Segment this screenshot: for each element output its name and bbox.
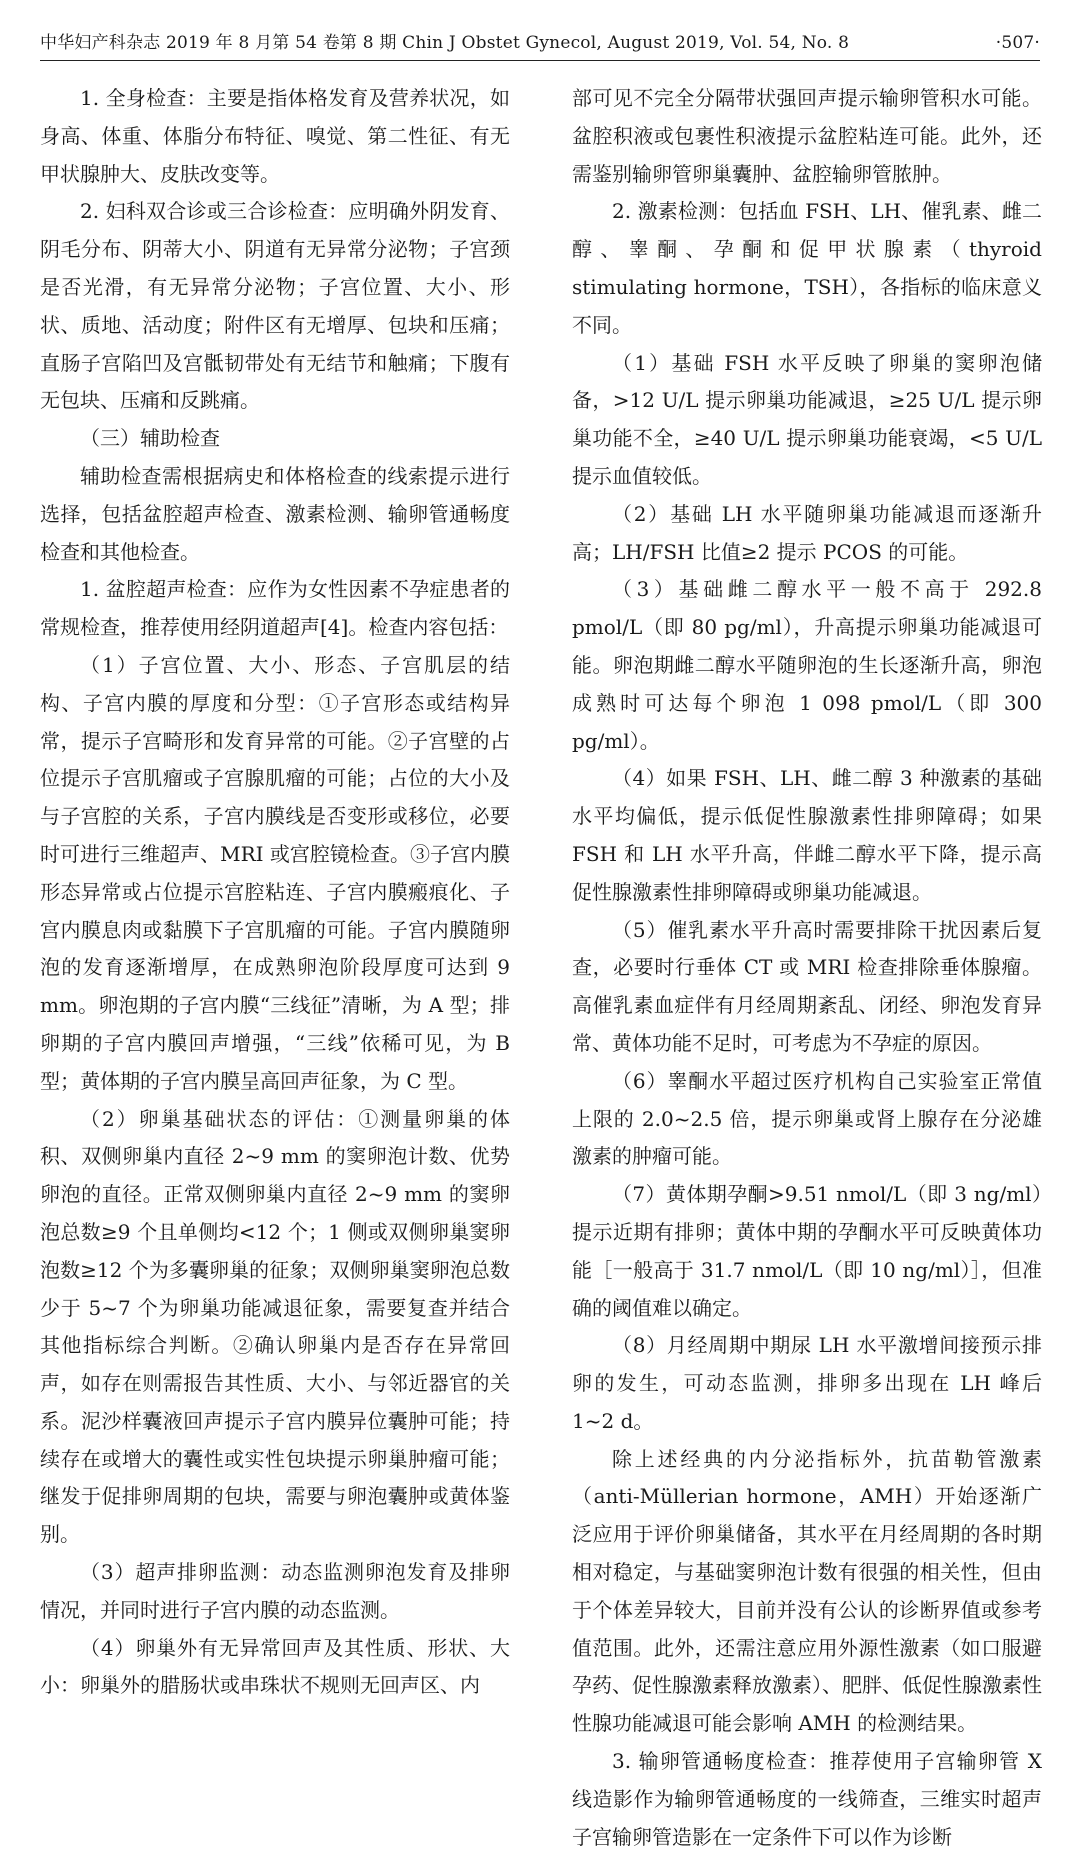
paragraph-auxiliary-intro: 辅助检查需根据病史和体格检查的线索提示进行选择，包括盆腔超声检查、激素检测、输卵管通畅度检查和其他检查。 xyxy=(40,463,510,564)
paragraph-pelvic-ultrasound: 1. 盆腔超声检查：应作为女性因素不孕症患者的常规检查，推荐使用经阴道超声[4]。检查内容包括： xyxy=(40,577,510,640)
paragraph-ovary-assessment: （2）卵巢基础状态的评估：①测量卵巢的体积、双侧卵巢内直径 2~9 mm 的窦卵泡计数、优势卵泡的直径。正常双侧卵巢内直径 2~9 mm 的窦卵泡总数≥9 个且单侧均<12 个；1 侧或双侧卵巢窦卵泡数≥12 个为多囊卵巢的征象；双侧卵巢窦卵泡总数少于 5~7 个为卵巢功能减退征象，需要复查并结合其他指标综合判断。②确认卵巢内是否存在异常回声，如存在则需报告其性质、大小、与邻近器官的关系。泥沙样囊液回声提示子宫内膜异位囊肿可能；持续存在或增大的囊性或实性包块提示卵巢肿瘤可能；继发于促排卵周期的包块，需要与卵泡囊肿或黄体鉴别。 xyxy=(40,1106,510,1547)
paragraph-low-gonadotropin: （4）如果 FSH、LH、雌二醇 3 种激素的基础水平均偏低，提示低促性腺激素性排卵障碍；如果 FSH 和 LH 水平升高，伴雌二醇水平下降，提示高促性腺激素性排卵障碍或卵巢功能减退。 xyxy=(572,766,1042,904)
paragraph-estradiol: （3）基础雌二醇水平一般不高于 292.8 pmol/L（即 80 pg/ml），升高提示卵巢功能减退可能。卵泡期雌二醇水平随卵泡的生长逐渐升高，卵泡成熟时可达每个卵泡 1 098 pmol/L（即 300 pg/ml）。 xyxy=(572,577,1042,753)
paragraph-prolactin: （5）催乳素水平升高时需要排除干扰因素后复查，必要时行垂体 CT 或 MRI 检查排除垂体腺瘤。高催乳素血症伴有月经周期紊乱、闭经、卵泡发育异常、黄体功能不足时，可考虑为不孕症的原因。 xyxy=(572,917,1042,1055)
left-column xyxy=(40,80,510,1705)
paragraph-amh: 除上述经典的内分泌指标外，抗苗勒管激素（anti-Müllerian hormone，AMH）开始逐渐广泛应用于评价卵巢储备，其水平在月经周期的各时期相对稳定，与基础窦卵泡计数有很强的相关性，但由于个体差异较大，目前并没有公认的诊断界值或参考值范围。此外，还需注意应用外源性激素（如口服避孕药、促性腺激素释放激素）、肥胖、低促性腺激素性性腺功能减退可能会影响 AMH 的检测结果。 xyxy=(572,1446,1042,1736)
paragraph-fsh: （1）基础 FSH 水平反映了卵巢的窦卵泡储备，>12 U/L 提示卵巢功能减退，≥25 U/L 提示卵巢功能不全，≥40 U/L 提示卵巢功能衰竭，<5 U/L 提示血值较低。 xyxy=(572,350,1042,488)
paragraph-gynecologic-exam: 2. 妇科双合诊或三合诊检查：应明确外阴发育、阴毛分布、阴蒂大小、阴道有无异常分泌物；子宫颈是否光滑，有无异常分泌物；子宫位置、大小、形状、质地、活动度；附件区有无增厚、包块和压痛；直肠子宫陷凹及宫骶韧带处有无结节和触痛；下腹有无包块、压痛和反跳痛。 xyxy=(40,199,510,413)
paragraph-lh: （2）基础 LH 水平随卵巢功能减退而逐渐升高；LH/FSH 比值≥2 提示 PCOS 的可能。 xyxy=(572,501,1042,564)
paragraph-hormone-testing: 2. 激素检测：包括血 FSH、LH、催乳素、雌二醇、睾酮、孕酮和促甲状腺素（thyroid stimulating hormone，TSH），各指标的临床意义不同。 xyxy=(572,199,1042,337)
journal-citation: 中华妇产科杂志 2019 年 8 月第 54 卷第 8 期 Chin J Obstet Gynecol, August 2019, Vol. 54, No. 8 xyxy=(40,33,850,53)
paragraph-extraovarian-echo: （4）卵巢外有无异常回声及其性质、形状、大小：卵巢外的腊肠状或串珠状不规则无回声区、内 xyxy=(40,1635,510,1698)
running-header xyxy=(40,30,1040,61)
right-column xyxy=(572,80,1042,1856)
page-number: ·507· xyxy=(995,33,1040,53)
paragraph-progesterone: （7）黄体期孕酮>9.51 nmol/L（即 3 ng/ml）提示近期有排卵；黄体中期的孕酮水平可反映黄体功能［一般高于 31.7 nmol/L（即 10 ng/ml）］，但准确的阈值难以确定。 xyxy=(572,1182,1042,1320)
section-heading-auxiliary-exams: （三）辅助检查 xyxy=(80,426,220,451)
paragraph-urine-lh: （8）月经周期中期尿 LH 水平激增间接预示排卵的发生，可动态监测，排卵多出现在 LH 峰后 1~2 d。 xyxy=(572,1333,1042,1433)
paragraph-ovulation-monitoring: （3）超声排卵监测：动态监测卵泡发育及排卵情况，并同时进行子宫内膜的动态监测。 xyxy=(40,1560,510,1622)
paragraph-tubal-patency: 3. 输卵管通畅度检查：推荐使用子宫输卵管 X 线造影作为输卵管通畅度的一线筛查，三维实时超声子宫输卵管造影在一定条件下可以作为诊断 xyxy=(572,1749,1042,1849)
paragraph-uterus-assessment: （1）子宫位置、大小、形态、子宫肌层的结构、子宫内膜的厚度和分型：①子宫形态或结构异常，提示子宫畸形和发育异常的可能。②子宫壁的占位提示子宫肌瘤或子宫腺肌瘤的可能；占位的大小及与子宫腔的关系，子宫内膜线是否变形或移位，必要时可进行三维超声、MRI 或宫腔镜检查。③子宫内膜形态异常或占位提示宫腔粘连、子宫内膜瘢痕化、子宫内膜息肉或黏膜下子宫肌瘤的可能。子宫内膜随卵泡的发育逐渐增厚，在成熟卵泡阶段厚度可达到 9 mm。卵泡期的子宫内膜“三线征”清晰，为 A 型；排卵期的子宫内膜回声增强，“三线”依稀可见，为 B 型；黄体期的子宫内膜呈高回声征象，为 C 型。 xyxy=(40,652,510,1093)
paragraph-continuation: 部可见不完全分隔带状强回声提示输卵管积水可能。盆腔积液或包裹性积液提示盆腔粘连可能。此外，还需鉴别输卵管卵巢囊肿、盆腔输卵管脓肿。 xyxy=(572,86,1042,186)
paragraph-general-exam: 1. 全身检查：主要是指体格发育及营养状况，如身高、体重、体脂分布特征、嗅觉、第二性征、有无甲状腺肿大、皮肤改变等。 xyxy=(40,86,510,186)
paragraph-testosterone: （6）睾酮水平超过医疗机构自己实验室正常值上限的 2.0~2.5 倍，提示卵巢或肾上腺存在分泌雄激素的肿瘤可能。 xyxy=(572,1068,1042,1169)
